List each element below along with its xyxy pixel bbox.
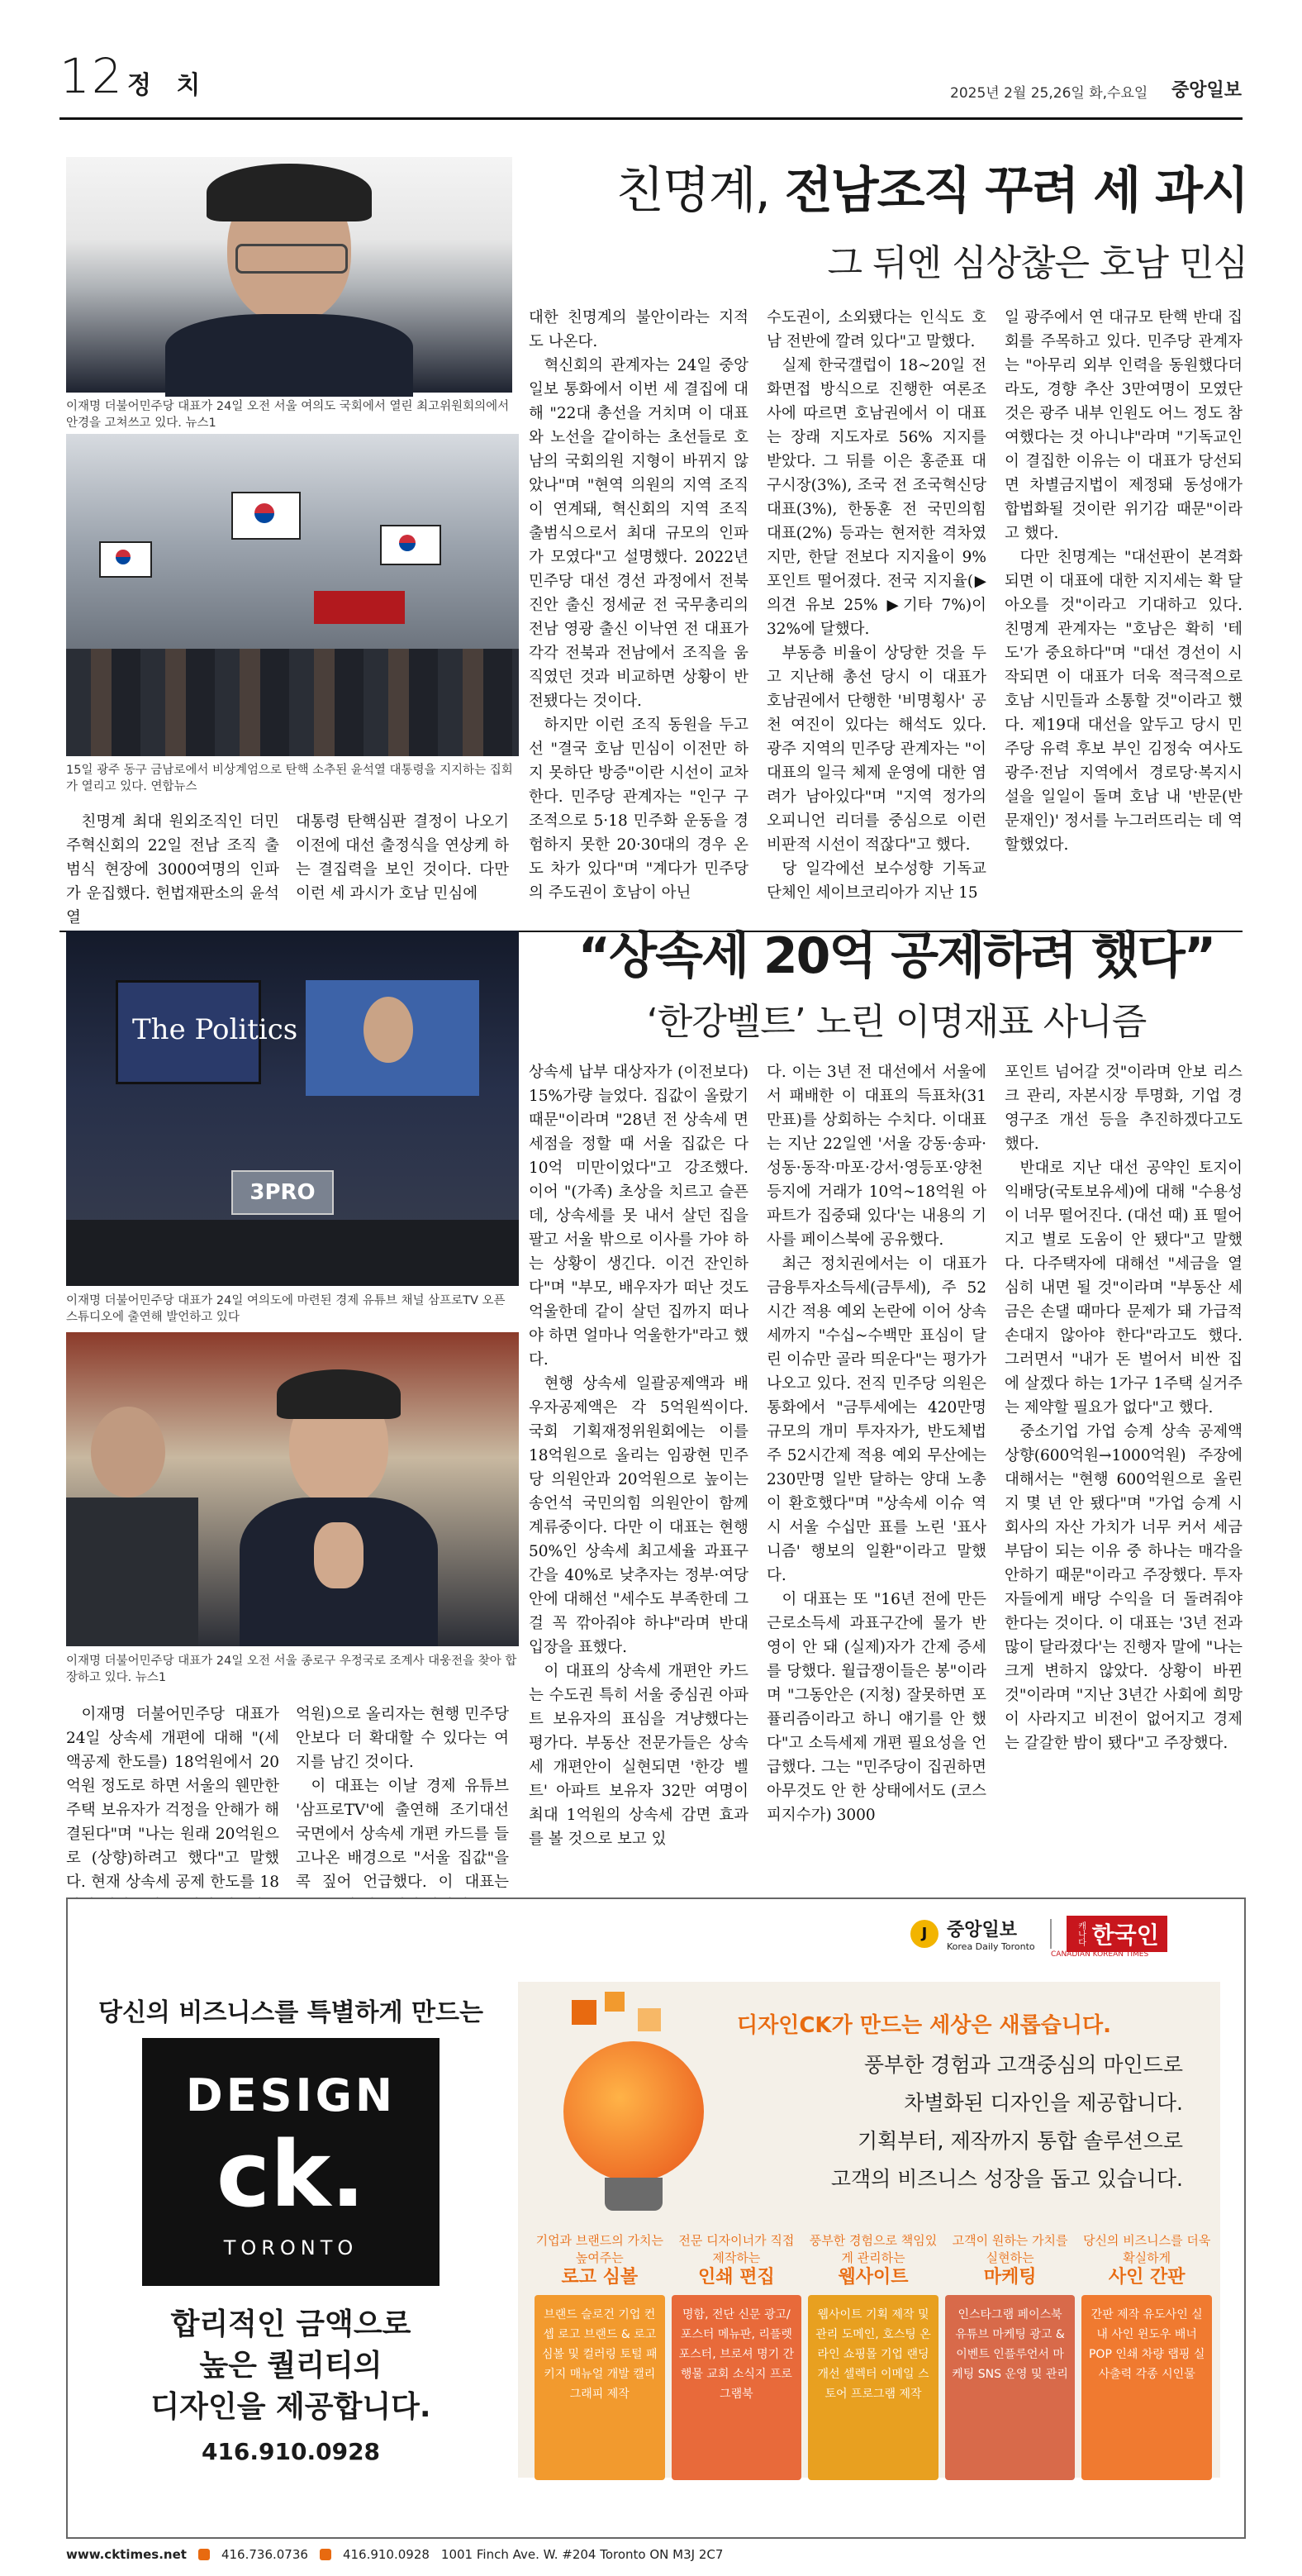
brand-toronto: TORONTO [223, 2236, 359, 2259]
article2-col5 [1005, 1060, 1243, 1876]
article1-col5-p: 다만 친명계는 "대선판이 본격화되면 이 대표에 대한 지지세는 확 달아오를 것"이라고 기대하고 있다. 친명계 관계자는 "호남은 확히 '테도'가 중요하다"며 "대선 경선이 시작되면 이 대표가 더욱 적극적으로 호남 시민들과 소통할 것"이라고 했다. 제19대 대선을 앞두고 당시 민주당 유력 후보 부인 김정숙 여사도 광주·전남 지역에서 경로당·복지시설을 일일이 돌며 호남 내 '반문(반문재인)' 정서를 누그러뜨리는 데 역할했었다. [1005, 549, 1243, 854]
photo-rally [66, 434, 519, 756]
designck-logo [142, 2038, 440, 2286]
hankook-sub: CANADIAN KOREAN TIMES [1051, 1950, 1149, 1959]
photo2-caption: 15일 광주 동구 금남로에서 비상계엄으로 탄핵 소추된 윤석열 대통령을 지지하는 집회가 열리고 있다. 연합뉴스 [66, 764, 513, 793]
footer-web: www.cktimes.net [66, 2547, 187, 2562]
article2-col4-p: 최근 정치권에서는 이 대표가 금융투자소득세(금투세), 주 52시간 적용 예외 논란에 이어 상속세까지 "수십~수백만 표심이 달린 이슈만 골라 띄운다"는 평가가 나오고 있다. 전직 민주당 의원은 통화에서 "금투세에는 420만명 규모의 개미 투자자가, 반도체법 주 52시간제 적용 예외 무산에는 230만명 일반 달하는 양대 노총이 환호했다"며 "상속세 이슈 역시 서울 수십만 표를 노린 '표사니즘' 행보의 일환"이라고 말했다. [767, 1255, 986, 1584]
hankook-logo [1067, 1916, 1167, 1952]
brand-design: DESIGN [185, 2069, 397, 2121]
ad-tag2: 높은 퀄리티의 [199, 2349, 383, 2383]
header-rule [59, 117, 1243, 120]
ad-tag3: 디자인을 제공합니다. [150, 2390, 431, 2424]
joongang-logo-sub: Korea Daily Toronto [947, 1941, 1035, 1952]
hankook-side: 캐나다 [1076, 1921, 1086, 1946]
ad-tagline [93, 2304, 489, 2428]
masthead-logo: 중앙일보 [1171, 80, 1243, 101]
photo3-caption: 이재명 더불어민주당 대표가 24일 여의도에 마련된 경제 유튜브 채널 삼프로TV 오픈 스튜디오에 출연해 발언하고 있다 [66, 1294, 506, 1324]
service-desc: 전문 디자이너가 직접 제작하는 [678, 2233, 795, 2265]
hankook-title: 한국인 [1091, 1921, 1159, 1949]
ad-body3: 기획부터, 제작까지 통합 솔루션으로 [857, 2129, 1183, 2153]
photo4-caption: 이재명 더불어민주당 대표가 24일 오전 서울 종로구 우정국로 조계사 대웅전을 찾아 합장하고 있다. 뉴스1 [66, 1655, 517, 1684]
ad-body [720, 2046, 1183, 2198]
photo-lee-glasses [66, 157, 512, 393]
article1-col1-p: 친명계 최대 원외조직인 더민주혁신회의 22일 전남 조직 출범식 현장에 3000여명의 인파가 운집했다. 헌법재판소의 윤석열 [66, 813, 279, 926]
article2-col3 [529, 1060, 748, 1876]
article2-col4-p: 다. 이는 3년 전 대선에서 서울에서 패배한 이 대표의 득표차(31만표)를 상회하는 수치다. 이대표는 지난 22일엔 '서울 강동·송파·성동·동작·마포·강서·영등포·양천 등지에 거래가 10억~18억원 아파트가 집중돼 있다'는 내용의 기사를 페이스북에 공유했다. [767, 1064, 986, 1249]
article2-col5-p: 반대로 지난 대선 공약인 토지이익배당(국토보유세)에 대해 "수용성이 너무 떨어진다. (대선 때) 표 떨어지고 별로 도움이 안 됐다"고 말했다. 다주택자에 대해선 "세금을 열심히 내면 될 것"이라며 "부동산 세금은 손댈 때마다 문제가 돼 가급적 손대지 않아야 한다"라고도 했다. 그러면서 "내가 돈 벌어서 비싼 집에 살겠다 하는 1가구 1주택 실거주는 제약할 필요가 없다"고 했다. [1005, 1159, 1243, 1417]
service-column [808, 2231, 938, 2480]
page-footer [66, 2547, 723, 2562]
article1-col5 [1005, 306, 1243, 926]
photo1-caption: 이재명 더불어민주당 대표가 24일 오전 서울 여의도 국회에서 열린 최고위원회의에서 안경을 고쳐쓰고 있다. 뉴스1 [66, 400, 510, 430]
article2-col1-p: 이재명 더불어민주당 대표가 24일 상속세 개편에 대해 "(세액공제 한도를) 18억원에서 20억원 정도로 하면 서울의 웬만한 주택 보유자가 걱정을 안해가 해결된다"며 "나는 원래 20억원으로 (상향)하려고 했다"고 말했다. 현재 상속세 공제 한도를 18 [66, 1706, 279, 1891]
joongang-logo: 중앙일보 [947, 1920, 1018, 1940]
service-items: 브랜드 슬로건 기업 컨셉 로고 브랜드 & 로고 심볼 및 컬러링 토털 패키지 매뉴얼 개발 캘리그래피 제작 [535, 2295, 665, 2480]
service-column [535, 2231, 665, 2480]
service-name: 마케팅 [983, 2267, 1037, 2288]
article1-col2 [296, 810, 509, 926]
service-desc: 고객이 원하는 가치를 실현하는 [952, 2233, 1068, 2265]
article2-col1 [66, 1702, 279, 1891]
article1-col2-p: 대통령 탄핵심판 결정이 나오기 이전에 대선 출정식을 연상케 하는 결집력을 보인 것이다. 다만 이런 세 과시가 호남 민심에 [296, 813, 509, 902]
section-name: 정 치 [127, 71, 209, 100]
ad-services [535, 2231, 1212, 2480]
service-name: 인쇄 편집 [698, 2267, 775, 2288]
headline1-bold: 전남조직 꾸려 세 과시 [784, 162, 1247, 220]
footer-phone1: 416.736.0736 [221, 2547, 308, 2562]
photo-jogyesa [66, 1332, 519, 1646]
phone-icon [320, 2549, 331, 2560]
service-column [1081, 2231, 1212, 2480]
article2-col3-p: 현행 상속세 일괄공제액과 배우자공제액은 각 5억원씩이다. 국회 기획재정위원회에는 이를 18억원으로 올리는 임광현 민주당 의원안과 20억원으로 높이는 송언석 국민의힘 의원안이 함께 계류중이다. 다만 이 대표는 현행 50%인 상속세 최고세율 과표구간을 40%로 낮추자는 정부·여당안에 대해선 "세수도 부족한데 그걸 꼭 깎아줘야 하냐"라며 반대 입장을 표했다. [529, 1375, 748, 1656]
article2-col2 [296, 1702, 509, 1891]
article1-col3-p: 대한 친명계의 불안이라는 지적도 나온다. [529, 309, 748, 350]
subheadline2: ‘한강벨트’ 노린 이명재표 사니즘 [646, 1001, 1147, 1043]
service-name: 로고 심볼 [561, 2267, 639, 2288]
service-items: 간판 제작 유도사인 실내 사인 윈도우 배너 POP 인쇄 차량 랩핑 실사출력 각종 시인물 [1081, 2295, 1212, 2480]
subheadline1: 그 뒤엔 심상찮은 호남 민심 [827, 242, 1247, 284]
issue-date: 2025년 2월 25,26일 화,수요일 [950, 85, 1148, 102]
ad-intro: 당신의 비즈니스를 특별하게 만드는 [97, 1998, 484, 2027]
article2-col3-p: 이 대표의 상속세 개편안 카드는 수도권 특히 서울 중심권 아파트 보유자의 표심을 겨냥했다는 평가다. 부동산 전문가들은 상속세 개편안이 실현되면 '한강 벨트' 아파트 보유자 32만 여명이 최대 1억원의 상속세 감면 효과를 볼 것으로 보고 있 [529, 1663, 748, 1848]
article2-col5-p: 중소기업 가업 승계 상속 공제액 상향(600억원→1000억원) 주장에 대해서는 "현행 600억원으로 올린 지 몇 년 안 됐다"며 "가업 승계 시 회사의 자산 가치가 너무 커서 세금 부담이 되는 이유 중 하나는 매각을 안하기 때문"이라고 주장했다. 투자자들에게 배당 수익을 더 돌려줘야 한다는 것이다. 이 대표는 '3년 전과 많이 달라졌다'는 진행자 말에 "나는 크게 변하지 않았다. 상황이 바뀐 것"이라며 "지난 3년간 사회에 희망이 사라지고 비전이 없어지고 경제는 갈갈한 밤이 됐다"고 주장했다. [1005, 1423, 1243, 1752]
footer-address: 1001 Finch Ave. W. #204 Toronto ON M3J 2C7 [440, 2547, 724, 2562]
brand-ck: ck. [216, 2121, 366, 2227]
service-items: 웹사이트 기획 제작 및 관리 도메인, 호스팅 온라인 쇼핑몰 기업 랜딩 개선 셀렉터 이메일 스토어 프로그램 제작 [808, 2295, 938, 2480]
ad-body1: 풍부한 경험과 고객중심의 마인드로 [863, 2053, 1183, 2077]
service-column [672, 2231, 802, 2480]
page-number: 12 [59, 48, 124, 104]
article1-col3-p: 혁신회의 관계자는 24일 중앙일보 통화에서 이번 세 결집에 대해 "22대 총선을 거치며 이 대표와 노선을 같이하는 초선들로 호남의 국회의원 지형이 바뀌지 않았나"며 "현역 의원의 지역 조직이 연계돼, 혁신회의 지역 조직 출범식으로서 최대 규모의 인파가 모였다"고 설명했다. 2022년 민주당 대선 경선 과정에서 전북 진안 출신 정세균 전 국무총리의 전남 영광 출신 이낙연 전 대표가 각각 전북과 전남에서 조직을 움직였던 것과 비교하면 상황이 반전됐다는 것이다. [529, 357, 748, 710]
advertisement [66, 1897, 1246, 2539]
article1-col4-p: 부동층 비율이 상당한 것을 두고 지난해 총선 당시 이 대표가 호남권에서 단행한 '비명횡사' 공천 여진이 있다는 해석도 있다. 광주 지역의 민주당 관계자는 "이 대표의 일극 체제 운영에 대한 염려가 남아있다"며 "지역 정가의 오피니언 리더를 중심으로 이런 비판적 시선이 적잖다"고 했다. [767, 645, 986, 854]
article1-col3 [529, 306, 748, 926]
ad-body4: 고객의 비즈니스 성장을 돕고 있습니다. [830, 2167, 1183, 2191]
studio-sign: 3PRO [231, 1170, 334, 1215]
article1-col4-p: 실제 한국갤럽이 18~20일 전화면접 방식으로 진행한 여론조사에 따르면 호남권에서 이 대표는 장래 지도자로 56% 지지를 받았다. 그 뒤를 이은 홍준표 대구시장(3%), 조국 전 조국혁신당 대표(3%), 한동훈 전 국민의힘 대표(2%) 등과는 현저한 격차였지만, 한달 전보다 지지율이 9%포인트 떨어졌다. 전국 지지율(▶의견 유보 25% ▶기타 7%)이 32%에 달했다. [767, 357, 986, 638]
headline2: “상속세 20억 공제하려 했다” [577, 927, 1215, 985]
article1-col4-p: 수도권이, 소외됐다는 인식도 호남 전반에 깔려 있다"고 말했다. [767, 309, 986, 350]
footer-phone2: 416.910.0928 [342, 2547, 430, 2562]
ad-partner-logos [910, 1916, 1167, 1952]
service-desc: 기업과 브랜드의 가치는 높여주는 [535, 2233, 664, 2265]
ad-tag1: 합리적인 금액으로 [170, 2307, 411, 2341]
service-name: 웹사이트 [838, 2267, 909, 2288]
article2-col4-p: 이 대표는 또 "16년 전에 만든 근로소득세 과표구간에 물가 반영이 안 돼 (실제)자가 간제 증세를 당했다. 월급쟁이들은 봉"이라며 "그동안은 (지청) 잘못하면 포퓰리즘이라고 하니 얘기를 안 했다"고 소득세제 개편 필요성을 언급했다. 그는 "민주당이 집권하면 아무것도 안 한 상태에서도 (코스피지수가) 3000 [767, 1591, 986, 1824]
article2-col4 [767, 1060, 986, 1876]
service-name: 사인 간판 [1108, 2267, 1186, 2288]
service-items: 인스타그램 페이스북 유튜브 마케팅 광고 & 이벤트 인플루언서 마케팅 SNS 운영 및 관리 [945, 2295, 1076, 2480]
article1-col4 [767, 306, 986, 926]
article2-col2-p: 억원)으로 올리자는 현행 민주당안보다 더 확대할 수 있다는 여지를 남긴 것이다. [296, 1706, 509, 1771]
article1-col5-p: 일 광주에서 연 대규모 탄핵 반대 집회를 주목하고 있다. 민주당 관계자는 "아무리 외부 인력을 동원했다더라도, 경향 추산 3만여명이 모였단 것은 광주 내부 인원도 어느 정도 참여했다는 것 아니냐"라며 "기독교인이 결집한 이유는 이 대표가 당선되면 차별금지법이 제정돼 동성애가 합법화될 것이란 위기감 때문"이라고 했다. [1005, 309, 1243, 542]
ad-phone: 416.910.0928 [201, 2438, 381, 2465]
photo-sampro-studio [66, 931, 519, 1286]
article1-col1 [66, 810, 279, 926]
article1-col3-p: 하지만 이런 조직 동원을 두고선 "결국 호남 민심이 이전만 하지 못하단 방증"이란 시선이 교차한다. 민주당 관계자는 "인구 구조적으로 5·18 민주화 운동을 경험하지 못한 20·30대의 경우 온도 차가 있다"며 "계다가 민주당의 주도권이 호남이 아닌 [529, 717, 748, 902]
article2-col5-p: 포인트 넘어갈 것"이라며 안보 리스크 관리, 자본시장 투명화, 기업 경영구조 개선 등을 추진하겠다고도 했다. [1005, 1064, 1243, 1153]
article2-col3-p: 상속세 납부 대상자가 (이전보다) 15%가량 늘었다. 집값이 올랐기 때문"이라며 "28년 전 상속세 면세점을 정할 때 서울 집값은 다 10억 미만이었다"고 강조했다. 이어 "(가족) 초상을 치르고 슬픈데, 상속세를 못 내서 살던 집을 팔고 서울 밖으로 이사를 가야 하는 상황이 생긴다. 이건 잔인하다"며 "부모, 배우자가 떠난 것도 억울한데 같이 살던 집까지 떠나야 하면 얼마나 억울한가"라고 했다. [529, 1064, 748, 1369]
service-column [945, 2231, 1076, 2480]
joongang-icon: J [910, 1920, 938, 1948]
ad-slogan: 디자인CK가 만드는 세상은 새롭습니다. [737, 2013, 1112, 2038]
service-items: 명함, 전단 신문 광고/포스터 메뉴판, 리플렛 포스터, 브로셔 명기 간행물 교회 소식지 프로그램북 [672, 2295, 802, 2480]
ad-body2: 차별화된 디자인을 제공합니다. [904, 2091, 1183, 2115]
service-desc: 당신의 비즈니스를 더욱 확실하게 [1082, 2233, 1211, 2265]
headline1-light: 친명계, [615, 162, 769, 220]
article1-col4-p: 당 일각에선 보수성향 기독교 단체인 세이브코리아가 지난 15 [767, 860, 986, 902]
article2-col2-p: 이 대표는 이날 경제 유튜브 '삼프로TV'에 출연해 조기대선 국면에서 상속세 개편 카드를 들고나온 배경으로 "서울 집값"을 콕 짚어 언급했다. 이 대표는 [296, 1778, 509, 1891]
service-desc: 풍부한 경험으로 책임있게 관리하는 [809, 2233, 938, 2265]
headline-block-1 [545, 162, 1247, 220]
lightbulb-icon [547, 1992, 720, 2215]
phone-icon [198, 2549, 210, 2560]
studio-screen-text: The Politics [132, 1013, 298, 1046]
